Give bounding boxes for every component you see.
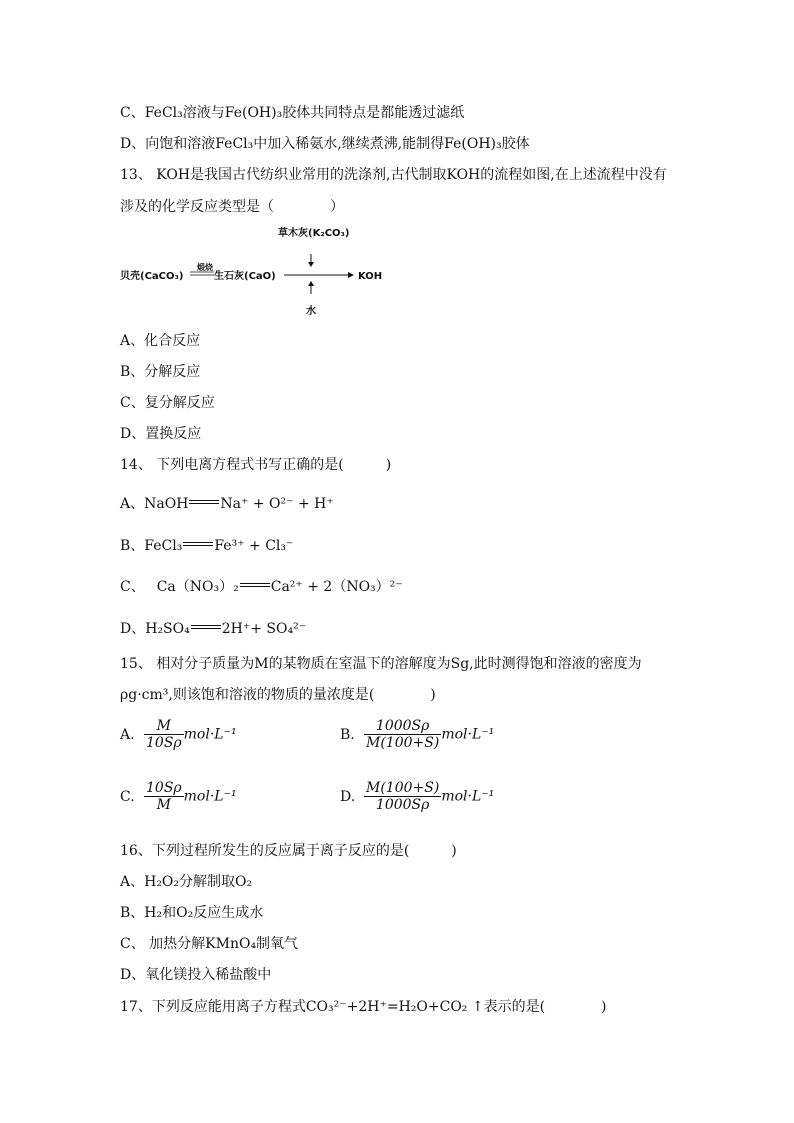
q16-option-a: A、H₂O₂分解制取O₂: [120, 874, 253, 890]
q15-a-fraction: [144, 718, 184, 751]
q16-option-c: C、 加热分解KMnO₄制氧气: [120, 936, 299, 952]
q15-stem-line2: ρg·cm³,则该饱和溶液的物质的量浓度是( ): [120, 687, 436, 703]
q14-c-equals: [240, 580, 270, 594]
q13-option-c: C、复分解反应: [120, 395, 215, 411]
flow-main-arrowhead: [348, 272, 354, 278]
q15-c-denominator: M: [144, 796, 184, 813]
q15-d-fraction: [364, 780, 441, 813]
q14-c-reactant: Ca（NO₃）₂: [156, 579, 239, 595]
q15-a-label: A.: [120, 726, 135, 743]
q17-stem: 17、下列反应能用离子方程式CO₃²⁻+2H⁺=H₂O+CO₂ ↑表示的是( ): [120, 999, 607, 1015]
q15-c-fraction: [144, 780, 184, 813]
q14-b-label: B、: [120, 538, 145, 554]
q13-option-a: A、化合反应: [120, 333, 201, 349]
q14-d-equals: [191, 622, 221, 636]
q14-stem: 14、 下列电离方程式书写正确的是( ): [120, 457, 392, 473]
q13-stem-line1: 13、 KOH是我国古代纺织业常用的洗涤剂,古代制取KOH的流程如图,在上述流程中没有: [120, 167, 667, 183]
q13-option-d: D、置换反应: [120, 426, 202, 442]
q16-stem: 16、下列过程所发生的反应属于离子反应的是( ): [120, 843, 457, 859]
q15-a-unit: mol·L⁻¹: [183, 726, 237, 743]
q14-a-reactant: NaOH: [144, 496, 189, 512]
q15-b-denominator: M(100+S): [366, 735, 440, 751]
q14-c-products: Ca²⁺ + 2（NO₃）²⁻: [270, 579, 403, 595]
q15-stem-line1: 15、 相对分子质量为M的某物质在室温下的溶解度为Sg,此时测得饱和溶液的密度为: [120, 656, 642, 672]
q15-b-fraction: [364, 718, 441, 751]
flow-up-arrowhead: [308, 281, 314, 286]
q14-b-equals: [183, 539, 213, 553]
q14-b-products: Fe³⁺ + Cl₃⁻: [214, 538, 294, 554]
q14-c-label: C、: [120, 579, 145, 595]
q15-option-d: [340, 780, 494, 813]
q14-a-label: A、: [120, 496, 145, 512]
q15-d-unit: mol·L⁻¹: [441, 788, 495, 805]
q12-option-d: D、向饱和溶液FeCl₃中加入稀氨水,继续煮沸,能制得Fe(OH)₃胶体: [120, 136, 530, 152]
q14-option-c: [120, 578, 403, 596]
q14-option-a: [120, 495, 334, 513]
q15-b-unit: mol·L⁻¹: [441, 726, 495, 743]
q15-option-c: [120, 780, 237, 813]
flow-top-label: 草木灰(K₂CO₃): [278, 228, 350, 239]
q14-d-label: D、: [120, 621, 146, 637]
q14-a-equals: [189, 497, 219, 511]
koh-flow-diagram: [118, 224, 398, 320]
q13-stem-line2: 涉及的化学反应类型是（ ）: [120, 199, 344, 215]
q14-option-d: [120, 620, 306, 638]
q15-a-denominator: 10Sρ: [146, 735, 182, 751]
q15-b-label: B.: [340, 726, 355, 743]
q15-a-numerator: M: [156, 718, 171, 734]
q14-b-reactant: FeCl₃: [144, 538, 183, 554]
q15-c-label: C.: [120, 788, 135, 805]
flow-condition-label: 煅烧: [197, 263, 213, 272]
q12-option-c: C、FeCl₃溶液与Fe(OH)₃胶体共同特点是都能透过滤纸: [120, 105, 465, 121]
q15-c-numerator: 10Sρ: [146, 780, 182, 796]
q14-d-products: 2H⁺+ SO₄²⁻: [221, 621, 307, 637]
q14-a-products: Na⁺ + O²⁻ + H⁺: [220, 496, 334, 512]
flow-bottom-label: 水: [306, 306, 316, 317]
flow-right-label: KOH: [358, 271, 383, 282]
q16-option-d: D、氧化镁投入稀盐酸中: [120, 967, 272, 983]
flow-down-arrowhead: [308, 262, 314, 267]
q14-d-reactant: H₂SO₄: [145, 621, 190, 637]
q13-option-b: B、分解反应: [120, 364, 201, 380]
flow-middle-label: 生石灰(CaO): [214, 271, 276, 282]
q14-option-b: [120, 537, 293, 555]
q15-c-unit: mol·L⁻¹: [183, 788, 237, 805]
q15-b-numerator: 1000Sρ: [375, 718, 430, 734]
q15-d-label: D.: [340, 788, 356, 805]
flow-left-label: 贝壳(CaCO₃): [120, 271, 184, 282]
q16-option-b: B、H₂和O₂反应生成水: [120, 905, 264, 921]
q15-option-a: [120, 718, 237, 751]
q15-option-b: [340, 718, 494, 751]
q15-d-denominator: 1000Sρ: [364, 796, 441, 813]
q15-d-numerator: M(100+S): [366, 780, 440, 796]
